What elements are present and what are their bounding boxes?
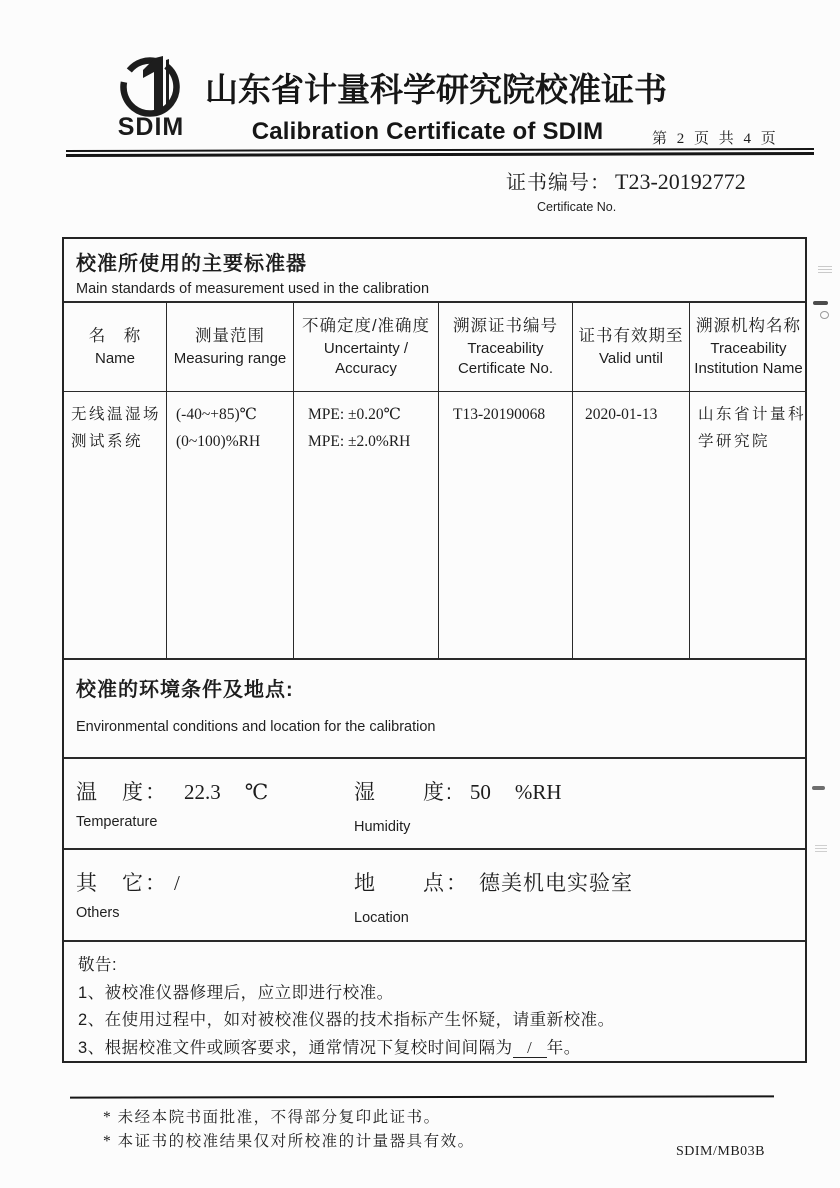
others-location-row bbox=[64, 850, 805, 942]
certificate-number-value: T23-20192772 bbox=[615, 169, 746, 194]
certificate-title-en: Calibration Certificate of SDIM bbox=[251, 118, 604, 145]
column-header-traceability-no: 溯源证书编号 Traceability Certificate No. bbox=[439, 303, 573, 392]
temperature-label-en: Temperature bbox=[76, 814, 158, 830]
form-code: SDIM/MB03B bbox=[676, 1144, 766, 1159]
sdim-logo bbox=[96, 54, 206, 142]
scan-artifact bbox=[812, 786, 825, 790]
logo-text: SDIM bbox=[117, 113, 185, 141]
column-header-measuring-range: 测量范围 Measuring range bbox=[167, 303, 294, 392]
certificate-number-label: 证书编号： bbox=[506, 172, 611, 194]
standards-title-en: Main standards of measurement used in the calibration bbox=[76, 281, 430, 297]
column-header-institution: 溯源机构名称 Traceability Institution Name bbox=[690, 303, 807, 392]
footer-divider bbox=[70, 1095, 774, 1098]
humidity-field bbox=[354, 759, 562, 835]
sdim-logo-icon bbox=[96, 54, 206, 120]
humidity-label: 湿 度: bbox=[354, 781, 454, 804]
temperature-humidity-row bbox=[64, 759, 805, 850]
certificate-number-line bbox=[506, 166, 746, 195]
column-header-name: 名 称 Name bbox=[64, 303, 167, 392]
others-label: 其 它： bbox=[76, 872, 168, 895]
others-value: / bbox=[174, 871, 180, 895]
scan-artifact bbox=[820, 311, 829, 319]
title-block bbox=[205, 64, 667, 146]
column-header-uncertainty: 不确定度/准确度 Uncertainty / Accuracy bbox=[294, 303, 439, 392]
environment-title-en: Environmental conditions and location for the calibration bbox=[76, 719, 436, 735]
temperature-unit: ℃ bbox=[244, 780, 269, 804]
location-label-en: Location bbox=[354, 910, 409, 926]
main-content-box bbox=[62, 237, 807, 1063]
others-field bbox=[76, 850, 180, 921]
cell-traceability-no: T13-20190068 bbox=[439, 392, 573, 658]
recalibration-interval-blank: / bbox=[513, 1039, 547, 1058]
location-value: 德美机电实验室 bbox=[479, 872, 633, 895]
certificate-number-label-en: Certificate No. bbox=[537, 200, 617, 214]
standards-title-cn: 校准所使用的主要标准器 bbox=[76, 253, 307, 275]
footer-note-2: * 本证书的校准结果仅对所校准的计量器具有效。 bbox=[103, 1133, 475, 1150]
location-field bbox=[354, 850, 633, 926]
location-label: 地 点： bbox=[354, 872, 469, 895]
scan-artifact bbox=[815, 845, 827, 852]
notice-item-3: 3、根据校准文件或顾客要求，通常情况下复校时间间隔为 / 年。 bbox=[78, 1037, 581, 1057]
environment-title-cn: 校准的环境条件及地点: bbox=[76, 679, 294, 701]
footer-notes bbox=[103, 1106, 475, 1154]
notice-item-1: 1、被校准仪器修理后，应立即进行校准。 bbox=[78, 983, 394, 1002]
scan-artifact bbox=[813, 301, 828, 305]
notice-title: 敬告: bbox=[78, 956, 118, 974]
column-header-valid-until: 证书有效期至 Valid until bbox=[573, 303, 690, 392]
standards-section-header bbox=[64, 239, 805, 303]
header-divider bbox=[66, 148, 814, 157]
footer-note-1: * 未经本院书面批准，不得部分复印此证书。 bbox=[103, 1109, 441, 1126]
certificate-title-cn: 山东省计量科学研究院校准证书 bbox=[205, 73, 667, 109]
cell-measuring-range: (-40~+85)℃ (0~100)%RH bbox=[167, 392, 294, 658]
cell-valid-until: 2020-01-13 bbox=[573, 392, 690, 658]
temperature-label: 温 度： bbox=[76, 781, 168, 804]
notice-section bbox=[64, 942, 805, 1065]
notice-item-2: 2、在使用过程中，如对被校准仪器的技术指标产生怀疑，请重新校准。 bbox=[78, 1011, 615, 1029]
cell-institution: 山东省计量科 学研究院 bbox=[698, 406, 807, 450]
scan-artifact bbox=[818, 266, 832, 273]
cell-standard-name: 无线温湿场 测试系统 bbox=[64, 392, 167, 658]
humidity-label-en: Humidity bbox=[354, 819, 411, 835]
cell-uncertainty: MPE: ±0.20℃ MPE: ±2.0%RH bbox=[294, 392, 439, 658]
environment-section-header bbox=[64, 660, 805, 759]
humidity-value: 50 bbox=[469, 780, 491, 804]
humidity-unit: %RH bbox=[514, 780, 562, 804]
temperature-field bbox=[76, 759, 268, 830]
temperature-value: 22.3 bbox=[184, 780, 221, 804]
others-label-en: Others bbox=[76, 905, 120, 921]
page-number: 第 2 页 共 4 页 bbox=[652, 131, 779, 147]
standards-table bbox=[64, 303, 805, 660]
